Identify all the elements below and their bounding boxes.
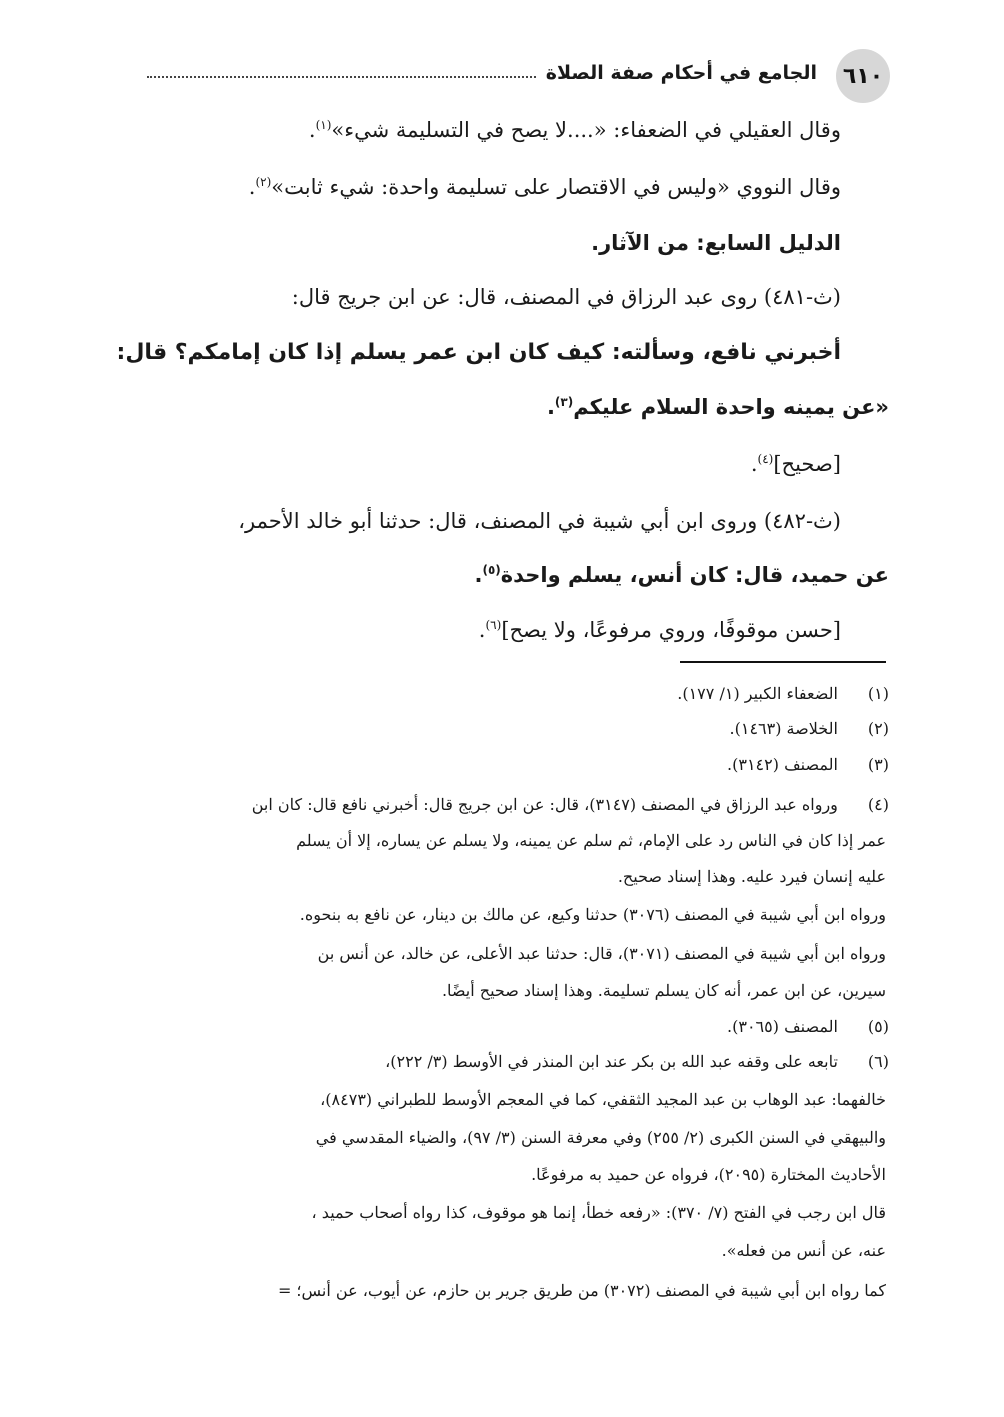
running-header <box>147 56 827 90</box>
text-line-8: (ث-٤٨٢) وروى ابن أبي شيبة في المصنف، قال: حدثنا أبو خالد الأحمر، <box>238 509 841 533</box>
footnote-3: (٣) المصنف (٣١٤٢). <box>727 755 889 774</box>
footnote-4-line-6: سيرين، عن ابن عمر، أنه كان يسلم تسليمة. وهذا إسناد صحيح أيضًا. <box>441 981 886 1000</box>
text-line-2: وقال النووي «وليس في الاقتصار على تسليمة واحدة: شيء ثابت»$^{(٢)}$. <box>248 175 841 199</box>
footnote-1: (١) الضعفاء الكبير (١/ ١٧٧). <box>677 684 889 703</box>
footnote-2: (٢) الخلاصة (١٤٦٣). <box>729 719 889 738</box>
footnote-6: (٦) تابعه على وقفه عبد الله بن بكر عند ابن المنذر في الأوسط (٣/ ٢٢٢)، <box>385 1052 889 1071</box>
footnote-4-line-2: عمر إذا كان في الناس رد على الإمام، ثم سلم عن يمينه، ولا يسلم عن يساره، إلا أن يسلم <box>296 831 886 850</box>
text-line-6: «عن يمينه واحدة السلام عليكم$^{(٣)}$. <box>546 395 889 419</box>
footnote-ref-4[interactable]: (٤) <box>757 452 774 466</box>
section-heading: الدليل السابع: من الآثار. <box>591 231 841 255</box>
footnote-ref-5[interactable]: (٥) <box>482 563 501 577</box>
footnote-ref-2[interactable]: (٢) <box>255 175 272 189</box>
text-line-1: وقال العقيلي في الضعفاء: «....لا يصح في التسليمة شيء»$^{(١)}$. <box>308 118 841 142</box>
footnote-6-line-7: كما رواه ابن أبي شيبة في المصنف (٣٠٧٢) من طريق جرير بن حازم، عن أيوب، عن أنس؛ = <box>277 1281 886 1300</box>
footnote-4-line-3: عليه إنسان فيرد عليه. وهذا إسناد صحيح. <box>617 867 886 886</box>
footnote-4-line-5: ورواه ابن أبي شيبة في المصنف (٣٠٧١)، قال: حدثنا عبد الأعلى، عن خالد، عن أنس بن <box>317 944 886 963</box>
footnote-6-line-4: الأحاديث المختارة (٢٠٩٥)، فرواه عن حميد به مرفوعًا. <box>531 1165 886 1184</box>
footnote-4-line-4: ورواه ابن أبي شيبة في المصنف (٣٠٧٦) حدثنا وكيع، عن مالك بن دينار، عن نافع به بنحوه. <box>299 905 886 924</box>
text-line-9: عن حميد، قال: كان أنس، يسلم واحدة$^{(٥)}$. <box>474 563 889 587</box>
page-number: ٦١٠ <box>836 49 890 103</box>
footnote-4: (٤) ورواه عبد الرزاق في المصنف (٣١٤٧)، قال: عن ابن جريج قال: أخبرني نافع قال: كان ابن <box>251 795 889 814</box>
footnote-5: (٥) المصنف (٣٠٦٥). <box>727 1017 889 1036</box>
footnote-6-line-6: عنه، عن أنس من فعله». <box>721 1241 886 1260</box>
text-line-5: أخبرني نافع، وسألته: كيف كان ابن عمر يسلم إذا كان إمامكم؟ قال: <box>116 340 841 365</box>
footnote-ref-6[interactable]: (٦) <box>485 618 502 632</box>
header-dotted-leader <box>147 76 536 78</box>
footnote-separator <box>680 661 886 663</box>
footnote-ref-1[interactable]: (١) <box>315 118 332 132</box>
footnote-6-line-2: خالفهما: عبد الوهاب بن عبد المجيد الثقفي، كما في المعجم الأوسط للطبراني (٨٤٧٣)، <box>320 1090 886 1109</box>
text-line-4: (ث-٤٨١) روى عبد الرزاق في المصنف، قال: عن ابن جريج قال: <box>291 285 841 309</box>
book-title: الجامع في أحكام صفة الصلاة <box>545 62 817 84</box>
footnote-ref-3[interactable]: (٣) <box>554 395 574 409</box>
text-line-10: [حسن موقوفًا، وروي مرفوعًا، ولا يصح]$^{(٦)}$. <box>478 618 841 642</box>
text-line-7: [صحيح]$^{(٤)}$. <box>750 452 841 476</box>
footnote-6-line-5: قال ابن رجب في الفتح (٧/ ٣٧٠): «رفعه خطأ، إنما هو موقوف، كذا رواه أصحاب حميد ، <box>311 1203 886 1222</box>
footnote-6-line-3: والبيهقي في السنن الكبرى (٢/ ٢٥٥) وفي معرفة السنن (٣/ ٩٧)، والضياء المقدسي في <box>315 1128 886 1147</box>
